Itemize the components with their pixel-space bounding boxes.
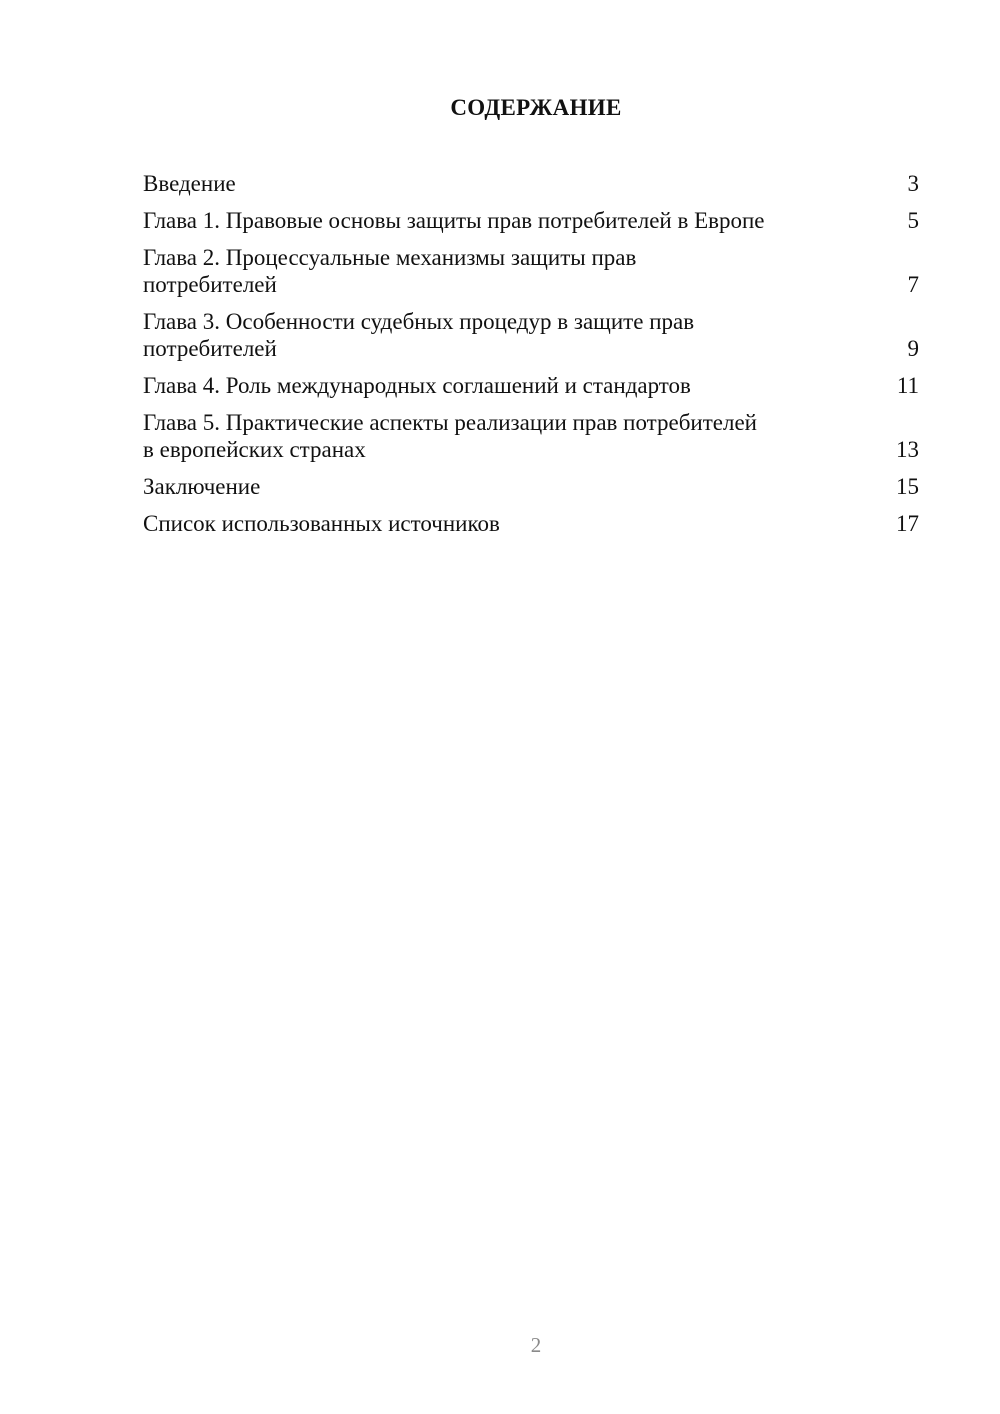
toc-entry-page: 9 <box>907 336 919 361</box>
toc-entry-text: Глава 3. Особенности судебных процедур в защите прав потребителей <box>143 309 695 361</box>
toc-entry-page: 7 <box>907 272 919 297</box>
toc-entry-page: 15 <box>896 474 919 499</box>
toc-entry-page: 5 <box>907 208 919 233</box>
toc-entry-chapter-1 <box>143 207 919 234</box>
page-number: 2 <box>530 1333 542 1357</box>
toc-entry-page: 13 <box>896 437 919 462</box>
toc-entry-page: 11 <box>896 373 919 398</box>
toc-entry-chapter-3 <box>143 308 919 362</box>
toc-entry-page: 3 <box>907 171 919 196</box>
toc-entry-chapter-2 <box>143 244 919 298</box>
toc-entry-text: Заключение <box>143 474 261 499</box>
toc-entry-text: Глава 5. Практические аспекты реализации прав потребителей в европейских странах <box>143 410 757 462</box>
toc-entry-text: Список использованных источников <box>143 511 500 536</box>
toc-entry-chapter-5 <box>143 409 919 463</box>
toc-entry-conclusion <box>143 473 919 500</box>
toc-entry-chapter-4 <box>143 372 919 399</box>
toc-entry-text: Глава 1. Правовые основы защиты прав потребителей в Европе <box>143 208 765 233</box>
page-title: СОДЕРЖАНИЕ <box>450 95 622 120</box>
table-of-contents <box>143 170 919 547</box>
toc-entry-text: Глава 4. Роль международных соглашений и стандартов <box>143 373 691 398</box>
toc-entry-references <box>143 510 919 537</box>
toc-entry-page: 17 <box>896 511 919 536</box>
toc-entry-text: Глава 2. Процессуальные механизмы защиты прав потребителей <box>143 245 637 297</box>
toc-entry-text: Введение <box>143 171 236 196</box>
toc-entry-introduction <box>143 170 919 197</box>
